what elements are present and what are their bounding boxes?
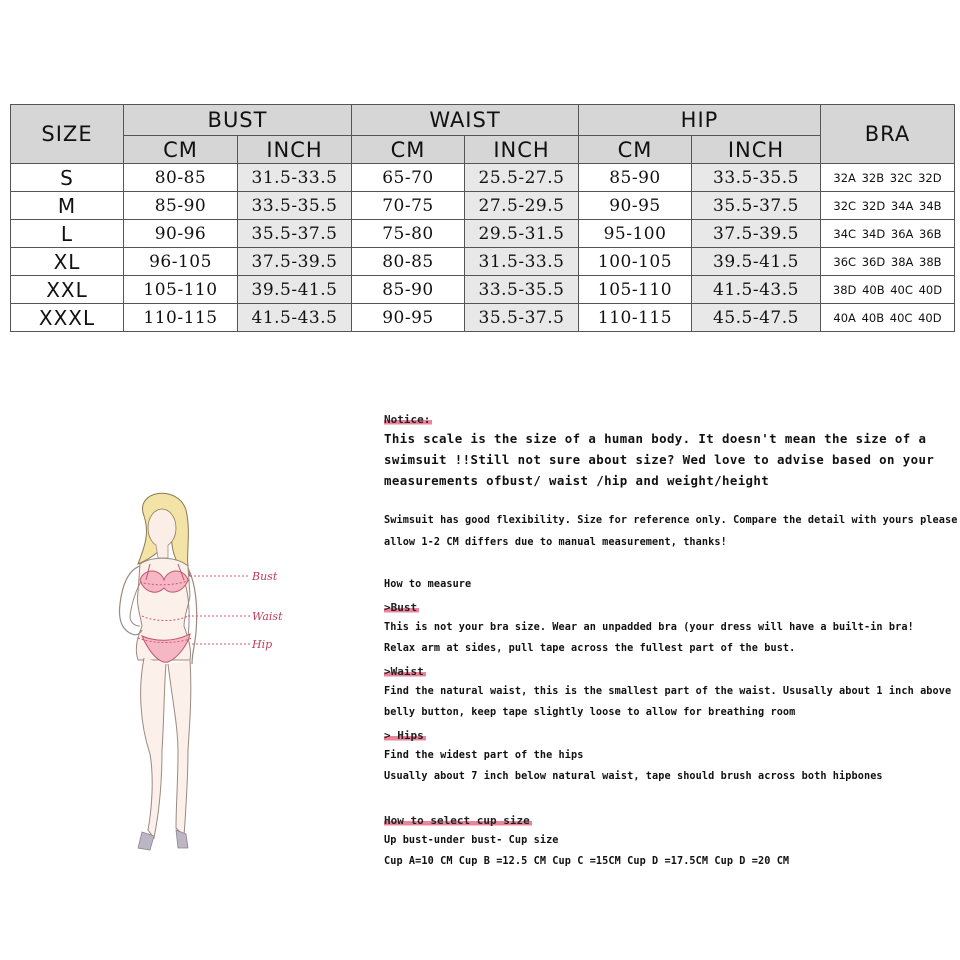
bra-cell: 34C 34D 36A 36B	[821, 220, 955, 248]
bra-header: BRA	[821, 105, 955, 164]
hip-inch-cell: 41.5-43.5	[692, 276, 821, 304]
size-cell: L	[11, 220, 124, 248]
hip-cm-cell: 90-95	[579, 192, 692, 220]
notice-line: This scale is the size of a human body. It doesn't mean the size of a	[384, 431, 927, 446]
hip-inch-header: INCH	[692, 136, 821, 164]
hip-cm-cell: 105-110	[579, 276, 692, 304]
flex-line: Swimsuit has good flexibility. Size for reference only. Compare the detail with yours please	[384, 515, 958, 526]
hip-header: HIP	[579, 105, 821, 136]
waist-inch-header: INCH	[465, 136, 579, 164]
waist-header: WAIST	[352, 105, 579, 136]
waist-inch-cell: 29.5-31.5	[465, 220, 579, 248]
table-subheader-row	[11, 136, 955, 164]
hips-line: Find the widest part of the hips	[384, 749, 584, 761]
size-cell: XL	[11, 248, 124, 276]
bust-cm-cell: 85-90	[124, 192, 238, 220]
hip-label: Hip	[252, 638, 273, 651]
waist-heading: >Waist	[384, 664, 424, 678]
notice-line: measurements ofbust/ waist /hip and weight/height	[384, 473, 770, 488]
waist-cm-header: CM	[352, 136, 465, 164]
how-to-measure-heading: How to measure	[384, 579, 472, 590]
waist-cm-cell: 70-75	[352, 192, 465, 220]
table-row	[11, 276, 955, 304]
hips-line: Usually about 7 inch below natural waist, tape should brush across both hipbones	[384, 771, 883, 782]
hip-cm-cell: 85-90	[579, 164, 692, 192]
bra-cell: 40A 40B 40C 40D	[821, 304, 955, 332]
bra-cell: 36C 36D 38A 38B	[821, 248, 955, 276]
size-cell: S	[11, 164, 124, 192]
waist-cm-cell: 85-90	[352, 276, 465, 304]
table-row	[11, 248, 955, 276]
size-cell: XXL	[11, 276, 124, 304]
bust-line: This is not your bra size. Wear an unpadded bra (your dress will have a built-in bra!	[384, 621, 914, 633]
flex-line: allow 1-2 CM differs due to manual measurement, thanks!	[384, 536, 727, 548]
table-row	[11, 304, 955, 332]
table-row	[11, 192, 955, 220]
waist-cm-cell: 80-85	[352, 248, 465, 276]
cup-size-heading: How to select cup size	[384, 813, 530, 827]
hip-inch-cell: 37.5-39.5	[692, 220, 821, 248]
hip-inch-cell: 35.5-37.5	[692, 192, 821, 220]
bust-header: BUST	[124, 105, 352, 136]
bust-inch-cell: 33.5-35.5	[238, 192, 352, 220]
waist-cm-cell: 90-95	[352, 304, 465, 332]
bust-cm-cell: 110-115	[124, 304, 238, 332]
notice-line: swimsuit !!Still not sure about size? Wed love to advise based on your	[384, 452, 935, 467]
hip-cm-cell: 110-115	[579, 304, 692, 332]
waist-inch-cell: 31.5-33.5	[465, 248, 579, 276]
table-header-row	[11, 105, 955, 136]
bust-inch-cell: 41.5-43.5	[238, 304, 352, 332]
size-cell: M	[11, 192, 124, 220]
hip-cm-cell: 95-100	[579, 220, 692, 248]
bust-cm-header: CM	[124, 136, 238, 164]
size-chart-table	[10, 104, 955, 332]
bust-inch-cell: 31.5-33.5	[238, 164, 352, 192]
woman-figure-icon	[92, 488, 312, 858]
notice-heading: Notice:	[384, 413, 431, 426]
hip-cm-cell: 100-105	[579, 248, 692, 276]
waist-cm-cell: 75-80	[352, 220, 465, 248]
bust-line: Relax arm at sides, pull tape across the fullest part of the bust.	[384, 643, 796, 654]
waist-line: belly button, keep tape slightly loose to allow for breathing room	[384, 707, 796, 718]
hip-inch-cell: 45.5-47.5	[692, 304, 821, 332]
waist-inch-cell: 33.5-35.5	[465, 276, 579, 304]
bust-label: Bust	[252, 570, 278, 583]
table-row	[11, 220, 955, 248]
waist-label: Waist	[252, 610, 283, 623]
bust-inch-cell: 39.5-41.5	[238, 276, 352, 304]
size-cell: XXXL	[11, 304, 124, 332]
cup-line: Up bust-under bust- Cup size	[384, 834, 559, 846]
waist-inch-cell: 27.5-29.5	[465, 192, 579, 220]
hips-heading: > Hips	[384, 728, 424, 742]
notice-section	[384, 408, 958, 873]
hip-cm-header: CM	[579, 136, 692, 164]
bra-cell: 32C 32D 34A 34B	[821, 192, 955, 220]
size-header: SIZE	[11, 105, 124, 164]
bra-cell: 32A 32B 32C 32D	[821, 164, 955, 192]
waist-cm-cell: 65-70	[352, 164, 465, 192]
hip-inch-cell: 33.5-35.5	[692, 164, 821, 192]
bust-inch-cell: 35.5-37.5	[238, 220, 352, 248]
hip-inch-cell: 39.5-41.5	[692, 248, 821, 276]
bra-cell: 38D 40B 40C 40D	[821, 276, 955, 304]
body-measurement-illustration	[92, 488, 312, 858]
bust-cm-cell: 90-96	[124, 220, 238, 248]
bust-cm-cell: 80-85	[124, 164, 238, 192]
bust-cm-cell: 105-110	[124, 276, 238, 304]
bust-heading: >Bust	[384, 600, 418, 614]
waist-inch-cell: 35.5-37.5	[465, 304, 579, 332]
bust-inch-header: INCH	[238, 136, 352, 164]
bust-inch-cell: 37.5-39.5	[238, 248, 352, 276]
waist-inch-cell: 25.5-27.5	[465, 164, 579, 192]
table-row	[11, 164, 955, 192]
waist-line: Find the natural waist, this is the smallest part of the waist. Ususally about 1 inch above	[384, 685, 952, 697]
cup-line: Cup A=10 CM Cup B =12.5 CM Cup C =15CM Cup D =17.5CM Cup D =20 CM	[384, 856, 790, 867]
bust-cm-cell: 96-105	[124, 248, 238, 276]
